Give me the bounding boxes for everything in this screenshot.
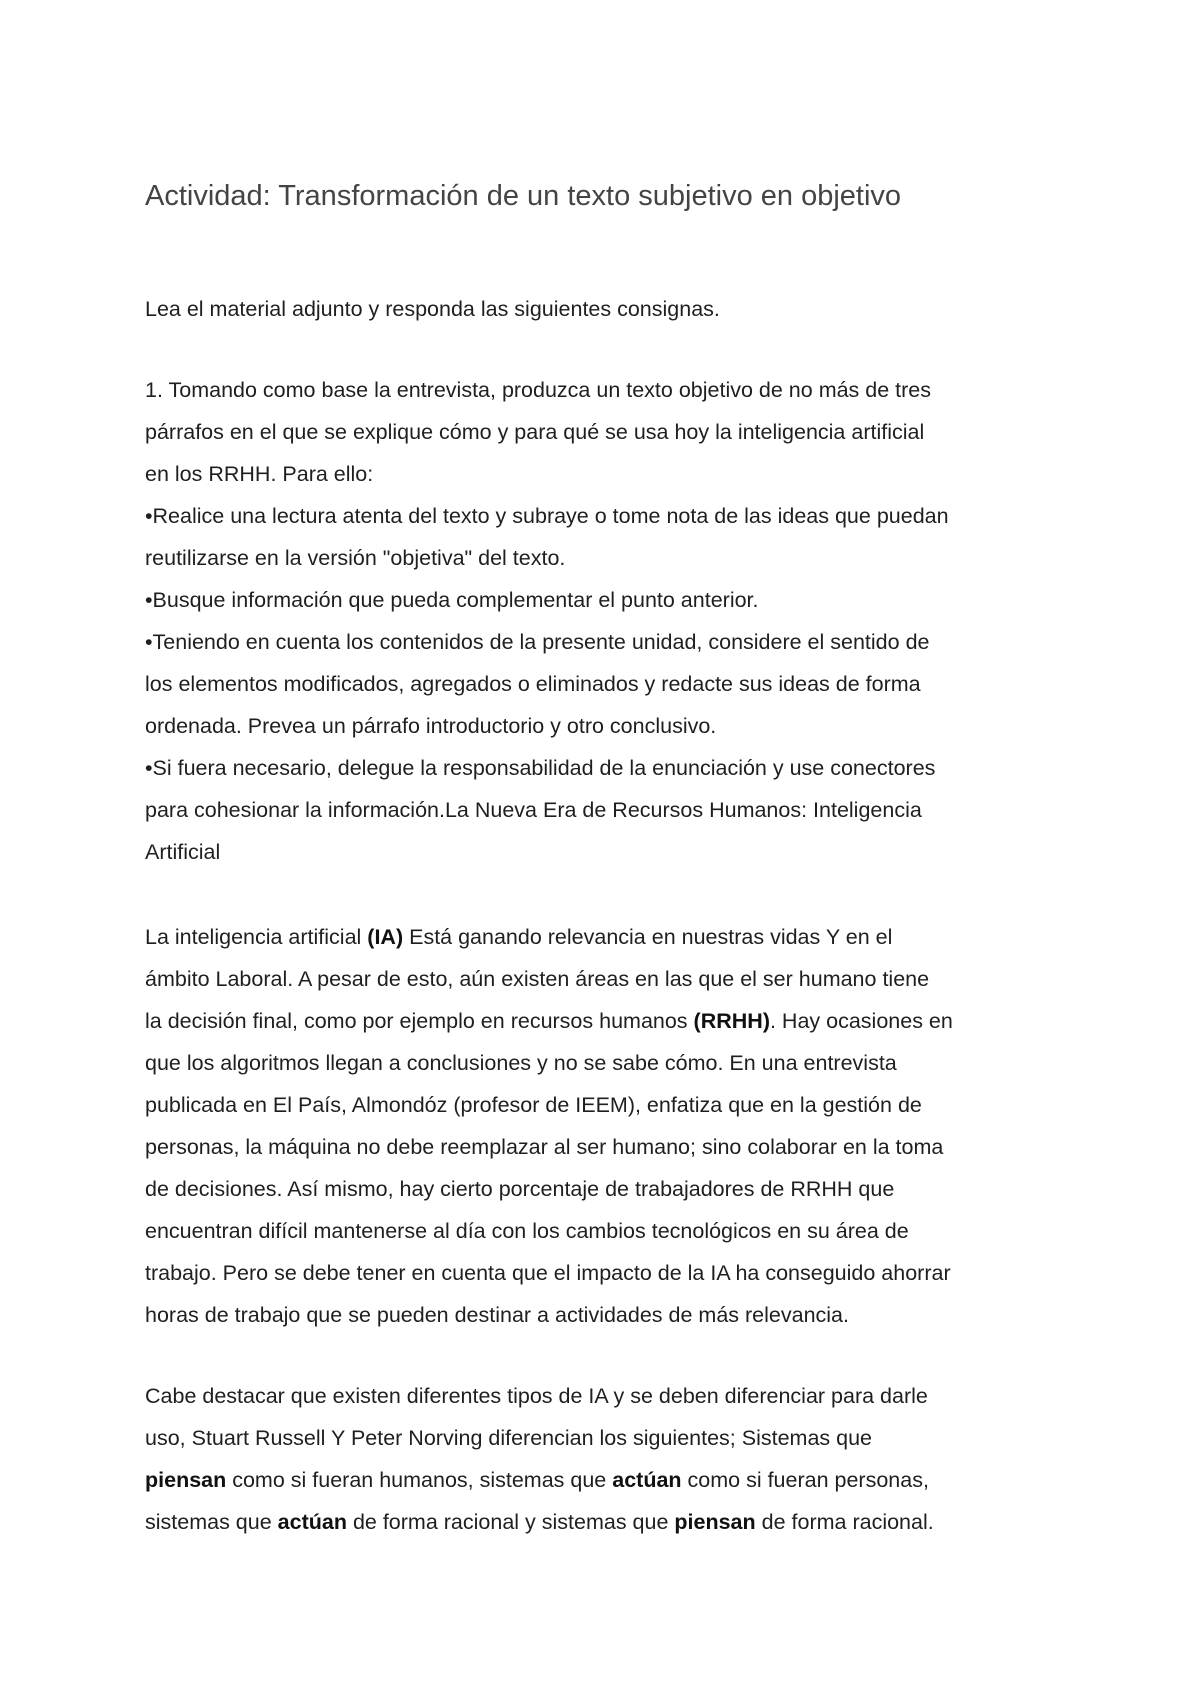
consigna-line-9: ordenada. Prevea un párrafo introductorio y otro conclusivo. (145, 714, 717, 738)
bold-term: piensan (145, 1468, 227, 1492)
bold-term: piensan (674, 1510, 756, 1534)
document-title: Actividad: Transformación de un texto subjetivo en objetivo (145, 180, 902, 212)
paragraph-line (145, 916, 1075, 958)
paragraph-line: ámbito Laboral. A pesar de esto, aún existen áreas en las que el ser humano tiene (145, 967, 930, 991)
intro-line: Lea el material adjunto y responda las siguientes consignas. (145, 297, 720, 321)
consigna-line-5: reutilizarse en la versión "objetiva" del texto. (145, 546, 566, 570)
text-run: sistemas que (145, 1510, 278, 1534)
text-run: como si fueran personas, (681, 1468, 929, 1492)
paragraph-line: personas, la máquina no debe reemplazar al ser humano; sino colaborar en la toma (145, 1135, 944, 1159)
consigna-line-3: en los RRHH. Para ello: (145, 462, 374, 486)
article-paragraph-1 (145, 916, 1075, 1336)
paragraph-line: encuentran difícil mantenerse al día con los cambios tecnológicos en su área de (145, 1219, 909, 1243)
paragraph-line: que los algoritmos llegan a conclusiones y no se sabe cómo. En una entrevista (145, 1051, 897, 1075)
paragraph-line (145, 1000, 1075, 1042)
consigna-bullet-3: •Teniendo en cuenta los contenidos de la presente unidad, considere el sentido de (145, 630, 930, 654)
paragraph-line: publicada en El País, Almondóz (profesor de IEEM), enfatiza que en la gestión de (145, 1093, 922, 1117)
bold-term: (IA) (367, 925, 404, 949)
text-run: de forma racional. (755, 1510, 934, 1534)
paragraph-line: trabajo. Pero se debe tener en cuenta que el impacto de la IA ha conseguido ahorrar (145, 1261, 951, 1285)
consigna-bullet-4: •Si fuera necesario, delegue la responsabilidad de la enunciación y use conectores (145, 756, 936, 780)
paragraph-line: uso, Stuart Russell Y Peter Norving diferencian los siguientes; Sistemas que (145, 1426, 873, 1450)
intro-paragraph (145, 288, 1075, 330)
consigna-line-2: párrafos en el que se explique cómo y para qué se usa hoy la inteligencia artificial (145, 420, 925, 444)
paragraph-line: horas de trabajo que se pueden destinar a actividades de más relevancia. (145, 1303, 849, 1327)
bold-term: actúan (612, 1468, 682, 1492)
consigna-paragraph (145, 369, 1075, 873)
article-paragraph-2 (145, 1375, 1075, 1543)
text-run: . Hay ocasiones en (769, 1009, 953, 1033)
bold-term: actúan (277, 1510, 347, 1534)
text-run: La inteligencia artificial (145, 925, 368, 949)
text-run: Está ganando relevancia en nuestras vidas Y en el (403, 925, 893, 949)
paragraph-line: Cabe destacar que existen diferentes tipos de IA y se deben diferenciar para darle (145, 1384, 928, 1408)
paragraph-line (145, 1501, 1075, 1543)
consigna-bullet-2: •Busque información que pueda complementar el punto anterior. (145, 588, 759, 612)
consigna-line-11: para cohesionar la información.La Nueva Era de Recursos Humanos: Inteligencia (145, 798, 922, 822)
consigna-line-8: los elementos modificados, agregados o eliminados y redacte sus ideas de forma (145, 672, 921, 696)
text-run: de forma racional y sistemas que (346, 1510, 675, 1534)
bold-term: (RRHH) (693, 1009, 770, 1033)
consigna-line-12: Artificial (145, 840, 221, 864)
consigna-line-1: 1. Tomando como base la entrevista, produzca un texto objetivo de no más de tres (145, 378, 932, 402)
text-run: como si fueran humanos, sistemas que (226, 1468, 613, 1492)
text-run: la decisión final, como por ejemplo en recursos humanos (145, 1009, 694, 1033)
paragraph-line (145, 1459, 1075, 1501)
consigna-bullet-1: •Realice una lectura atenta del texto y subraye o tome nota de las ideas que puedan (145, 504, 949, 528)
paragraph-line: de decisiones. Así mismo, hay cierto porcentaje de trabajadores de RRHH que (145, 1177, 895, 1201)
